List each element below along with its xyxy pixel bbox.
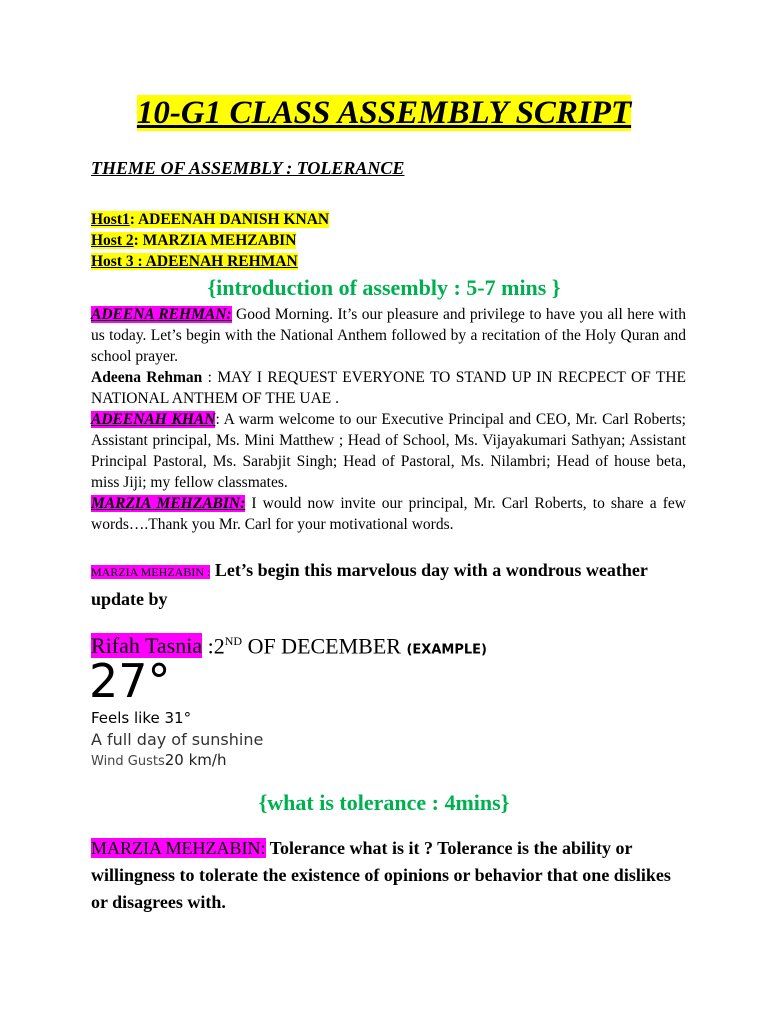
assembly-theme: THEME OF ASSEMBLY : TOLERANCE bbox=[91, 158, 405, 178]
introduction-paragraph: ADEENA REHMAN: Good Morning. It’s our pleasure and privilege to have you all here with us today. Let’s begin with the National Anthem followed by a recitation of the Holy Quran and school prayer. Adeena Rehman : MAY I REQUEST EVERYONE TO STAND UP IN RECPECT OF THE NATIONAL ANTHEM OF THE UAE . ADEENAH KHAN: A warm welcome to our Executive Principal and CEO, Mr. Carl Roberts; Assistant principal, Ms. Mini Matthew ; Head of School, Ms. Vijayakumari Sathyan; Assistant Principal Pastoral, Ms. Sarabjit Singh; Head of Pastoral, Ms. Nilambri; Head of house beta, miss Jiji; my fellow classmates. MARZIA MEHZABIN: I would now invite our principal, Mr. Carl Roberts, to share a few words….Thank you Mr. Carl for your motivational words. bbox=[91, 306, 686, 533]
speaker-marzia-mehzabin: MARZIA MEHZABIN : bbox=[91, 565, 211, 579]
host-name: ADEENAH DANISH KNAN bbox=[137, 211, 330, 228]
title-text: 10-G1 CLASS ASSEMBLY SCRIPT bbox=[136, 95, 632, 131]
document-title bbox=[0, 92, 768, 134]
speaker-marzia-mehzabin: MARZIA MEHZABIN: bbox=[91, 838, 266, 858]
host-line-2: Host 2: MARZIA MEHZABIN bbox=[91, 232, 297, 249]
example-note: (EXAMPLE) bbox=[406, 642, 487, 658]
section-heading-introduction: {introduction of assembly : 5-7 mins } bbox=[207, 275, 561, 300]
host-name: MARZIA MEHZABIN bbox=[142, 232, 297, 249]
host-label: Host 2 bbox=[91, 232, 134, 249]
section-heading-tolerance: {what is tolerance : 4mins} bbox=[258, 790, 510, 815]
speaker-adeena-rehman: ADEENA REHMAN: bbox=[91, 306, 232, 323]
speaker-adeenah-khan: ADEENAH KHAN bbox=[91, 411, 216, 428]
weather-presenter-line: Rifah Tasnia :2ND OF DECEMBER (EXAMPLE) bbox=[91, 633, 487, 659]
host-list bbox=[91, 209, 329, 272]
temperature-readout: 27° bbox=[89, 654, 171, 708]
host-line-1: Host1: ADEENAH DANISH KNAN bbox=[91, 211, 330, 228]
host-label: Host1 bbox=[91, 211, 130, 228]
wind-gusts bbox=[91, 751, 226, 769]
weather-condition: A full day of sunshine bbox=[91, 730, 264, 749]
wind-value: 20 km/h bbox=[164, 751, 227, 769]
presenter-name: Rifah Tasnia bbox=[91, 633, 203, 659]
speaker-marzia-mehzabin: MARZIA MEHZABIN: bbox=[91, 495, 246, 512]
host-line-3 bbox=[91, 251, 329, 272]
feels-like: Feels like 31° bbox=[91, 709, 192, 727]
host-label: Host 3 : ADEENAH REHMAN bbox=[91, 253, 298, 270]
weather-intro: MARZIA MEHZABIN : Let’s begin this marvelous day with a wondrous weather update by bbox=[91, 560, 648, 609]
tolerance-paragraph: MARZIA MEHZABIN: Tolerance what is it ? Tolerance is the ability or willingness to tolerate the existence of opinions or behavior that one dislikes or disagrees with. bbox=[91, 838, 671, 912]
speaker-adeena-rehman-2: Adeena Rehman bbox=[91, 369, 203, 386]
wind-label: Wind Gusts bbox=[91, 754, 165, 769]
